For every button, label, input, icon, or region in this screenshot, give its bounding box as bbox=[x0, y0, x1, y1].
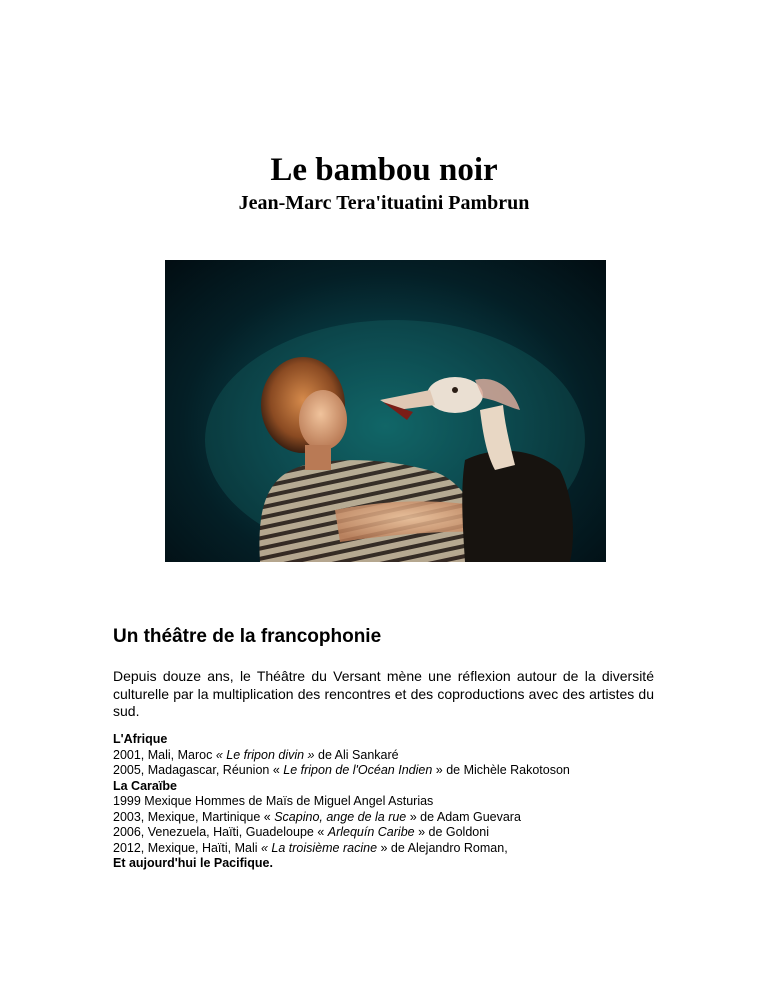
production-item: 1999 Mexique Hommes de Maïs de Miguel Angel Asturias bbox=[113, 794, 434, 808]
region-heading-afrique: L'Afrique bbox=[113, 732, 168, 746]
production-item: 2001, Mali, Maroc « Le fripon divin » de Ali Sankaré bbox=[113, 747, 399, 762]
production-item: 2003, Mexique, Martinique « Scapino, ange de la rue » de Adam Guevara bbox=[113, 809, 521, 824]
production-item: 2005, Madagascar, Réunion « Le fripon de l'Océan Indien » de Michèle Rakotoson bbox=[113, 763, 570, 777]
performance-photo-illustration bbox=[165, 260, 606, 562]
production-item: 2006, Venezuela, Haïti, Guadeloupe « Arlequín Caribe » de Goldoni bbox=[113, 825, 489, 839]
performance-photo bbox=[165, 260, 606, 562]
closing-line: Et aujourd'hui le Pacifique. bbox=[113, 856, 273, 870]
region-heading-caraibe: La Caraïbe bbox=[113, 778, 177, 793]
document-author: Jean-Marc Tera'ituatini Pambrun bbox=[238, 192, 530, 214]
document-title: Le bambou noir bbox=[270, 152, 498, 188]
section-heading: Un théâtre de la francophonie bbox=[113, 626, 382, 647]
production-item: 2012, Mexique, Haïti, Mali « La troisième racine » de Alejandro Roman, bbox=[113, 840, 508, 855]
section-intro: Depuis douze ans, le Théâtre du Versant mène une réflexion autour de la diversité culturelle par la multiplication des rencontres et des coproductions avec des artistes du sud. bbox=[113, 668, 654, 719]
productions-list bbox=[113, 732, 673, 872]
